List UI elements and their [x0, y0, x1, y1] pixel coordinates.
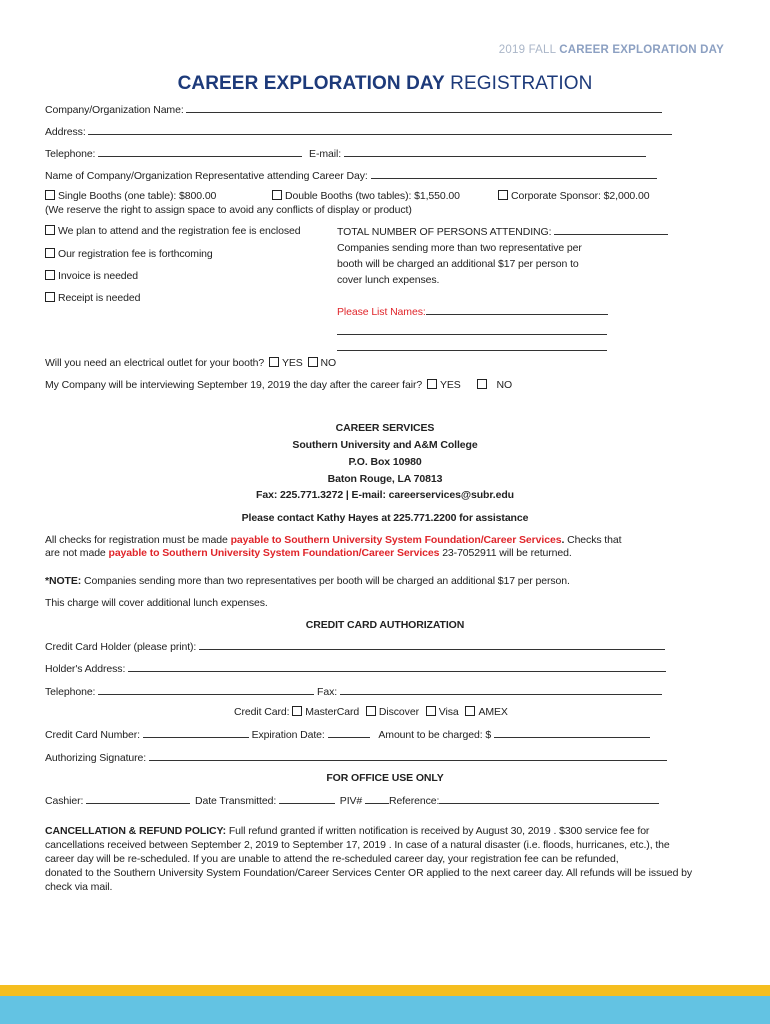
date-transmitted-label: Date Transmitted: — [194, 795, 277, 807]
card-number-label: Credit Card Number: — [45, 729, 140, 741]
total-persons-row — [337, 225, 668, 238]
representative-row — [45, 169, 657, 182]
fee-forthcoming-checkbox[interactable] — [45, 248, 55, 258]
cc-telephone-label: Telephone: — [45, 686, 96, 698]
card-holder-label: Credit Card Holder (please print): — [45, 641, 197, 653]
credit-card-heading: CREDIT CARD AUTHORIZATION — [305, 619, 465, 631]
piv-field[interactable] — [365, 794, 389, 804]
city-state: Baton Rouge, LA 70813 — [327, 473, 443, 485]
electrical-question-row — [45, 357, 336, 369]
total-persons-label: TOTAL NUMBER OF PERSONS ATTENDING: — [337, 226, 552, 238]
card-holder-row — [45, 640, 665, 653]
cashier-field[interactable] — [86, 794, 190, 804]
mastercard-label: MasterCard — [305, 706, 360, 718]
checks-line-2 — [45, 547, 572, 559]
signature-row — [45, 751, 667, 764]
cancellation-line-5: check via mail. — [45, 881, 113, 893]
email-field[interactable] — [344, 147, 646, 157]
card-number-row — [45, 728, 650, 741]
payable-to-1: payable to Southern University System Foundation/Career Services — [230, 534, 562, 546]
amount-field[interactable] — [494, 728, 650, 738]
university-name: Southern University and A&M College — [292, 439, 478, 451]
cancellation-line-2: cancellations received between September 2, 2019 to September 17, 2019 . In case of a natural disaster (i.e. floods, hurricanes, etc.), the — [45, 839, 670, 851]
double-booth-checkbox[interactable] — [272, 190, 282, 200]
page-title — [0, 73, 770, 95]
list-names-line-3 — [337, 338, 607, 356]
visa-label: Visa — [438, 706, 459, 718]
career-services-heading: CAREER SERVICES — [335, 422, 435, 434]
amex-label: AMEX — [478, 706, 508, 718]
corporate-sponsor-checkbox[interactable] — [498, 190, 508, 200]
representative-field[interactable] — [371, 169, 657, 179]
receipt-checkbox[interactable] — [45, 292, 55, 302]
page-header — [0, 44, 724, 56]
bottom-stripe-blue — [0, 996, 770, 1024]
holder-address-field[interactable] — [128, 662, 666, 672]
signature-field[interactable] — [149, 751, 667, 761]
list-names-label: Please List Names: — [337, 306, 426, 318]
card-type-row — [234, 706, 508, 718]
cc-telephone-row — [45, 685, 662, 698]
note-label: *NOTE: — [45, 575, 82, 587]
expiration-label: Expiration Date: — [251, 729, 325, 741]
cancellation-line-1 — [45, 825, 649, 837]
invoice-option[interactable] — [45, 270, 138, 282]
telephone-field[interactable] — [98, 147, 302, 157]
card-type-label: Credit Card: — [234, 706, 290, 718]
cancellation-label: CANCELLATION & REFUND POLICY: — [45, 825, 227, 837]
amex-checkbox[interactable] — [465, 706, 475, 716]
company-name-field[interactable] — [186, 103, 662, 113]
title-light: REGISTRATION — [444, 73, 593, 94]
persons-note-3: cover lunch expenses. — [337, 274, 440, 286]
cancellation-line-4: donated to the Southern University System Foundation/Career Services Center OR applied to the next career day. All refunds will be issued by — [45, 867, 693, 879]
signature-label: Authorizing Signature: — [45, 752, 147, 764]
electrical-no-label: NO — [320, 357, 337, 369]
checks-text-2a: are not made — [45, 547, 109, 559]
checks-text-1a: All checks for registration must be made — [45, 534, 231, 546]
electrical-yes-label: YES — [281, 357, 303, 369]
email-label: E-mail: — [309, 148, 342, 160]
single-booth-option[interactable] — [45, 190, 216, 202]
plan-attend-checkbox[interactable] — [45, 225, 55, 235]
invoice-label: Invoice is needed — [58, 270, 139, 282]
receipt-option[interactable] — [45, 292, 140, 304]
persons-note-1: Companies sending more than two representative per — [337, 242, 582, 254]
assistance-contact: Please contact Kathy Hayes at 225.771.2200 for assistance — [241, 512, 529, 524]
representative-label: Name of Company/Organization Representative attending Career Day: — [45, 170, 368, 182]
cc-fax-field[interactable] — [340, 685, 662, 695]
header-year: 2019 FALL — [498, 44, 560, 56]
address-label: Address: — [45, 126, 86, 138]
electrical-no-checkbox[interactable] — [308, 357, 318, 367]
corporate-sponsor-label: Corporate Sponsor: $2,000.00 — [511, 190, 650, 202]
single-booth-checkbox[interactable] — [45, 190, 55, 200]
office-use-heading: FOR OFFICE USE ONLY — [326, 772, 444, 784]
receipt-label: Receipt is needed — [58, 292, 141, 304]
holder-address-label: Holder's Address: — [45, 663, 126, 675]
checks-text-2b: 23-7052911 will be returned. — [439, 547, 572, 559]
electrical-yes-checkbox[interactable] — [269, 357, 279, 367]
list-names-field-3[interactable] — [337, 341, 607, 351]
reference-field[interactable] — [439, 794, 659, 804]
corporate-sponsor-option[interactable] — [498, 190, 649, 202]
interview-no-checkbox[interactable] — [477, 379, 487, 389]
note-line-2: This charge will cover additional lunch expenses. — [45, 597, 268, 609]
header-event: CAREER EXPLORATION DAY — [559, 44, 724, 56]
space-note: (We reserve the right to assign space to avoid any conflicts of display or product) — [45, 204, 412, 216]
fee-forthcoming-label: Our registration fee is forthcoming — [58, 248, 213, 260]
plan-attend-option[interactable] — [45, 225, 300, 237]
card-number-field[interactable] — [143, 728, 249, 738]
checks-dot: . — [561, 534, 565, 546]
cancellation-text-1: Full refund granted if written notification is received by August 30, 2019 . $300 service fee for — [226, 825, 650, 837]
interview-question: My Company will be interviewing September 19, 2019 the day after the career fair? — [45, 379, 423, 391]
single-booth-label: Single Booths (one table): $800.00 — [58, 190, 217, 202]
piv-label: PIV# — [339, 795, 363, 807]
holder-address-row — [45, 662, 666, 675]
checks-line-1 — [45, 534, 621, 546]
reference-label: Reference: — [389, 795, 440, 807]
interview-no-label: NO — [496, 379, 513, 391]
interview-yes-label: YES — [439, 379, 461, 391]
persons-note-2: booth will be charged an additional $17 per person to — [337, 258, 579, 270]
telephone-row — [45, 147, 646, 160]
mastercard-checkbox[interactable] — [292, 706, 302, 716]
expiration-field[interactable] — [328, 728, 370, 738]
date-transmitted-field[interactable] — [279, 794, 335, 804]
note-text: Companies sending more than two representatives per booth will be charged an additional $17 per person. — [81, 575, 570, 587]
electrical-question: Will you need an electrical outlet for your booth? — [45, 357, 265, 369]
discover-label: Discover — [378, 706, 419, 718]
checks-text-1b: Checks that — [564, 534, 622, 546]
company-name-row — [45, 103, 662, 116]
note-line-1 — [45, 575, 570, 587]
cc-telephone-field[interactable] — [98, 685, 314, 695]
plan-attend-label: We plan to attend and the registration fee is enclosed — [58, 225, 301, 237]
double-booth-label: Double Booths (two tables): $1,550.00 — [285, 190, 460, 202]
card-holder-field[interactable] — [199, 640, 665, 650]
office-use-row — [45, 794, 659, 807]
cc-fax-label: Fax: — [317, 686, 338, 698]
list-names-field-2[interactable] — [337, 325, 607, 335]
visa-checkbox[interactable] — [426, 706, 436, 716]
title-bold: CAREER EXPLORATION DAY — [177, 73, 445, 94]
cashier-label: Cashier: — [45, 795, 84, 807]
company-name-label: Company/Organization Name: — [45, 104, 184, 116]
fee-forthcoming-option[interactable] — [45, 248, 213, 260]
po-box: P.O. Box 10980 — [348, 456, 422, 468]
discover-checkbox[interactable] — [366, 706, 376, 716]
list-names-field-1[interactable] — [426, 305, 608, 315]
fax-email: Fax: 225.771.3272 | E-mail: careerservices@subr.edu — [256, 489, 514, 501]
cancellation-line-3: career day will be re-scheduled. If you are unable to attend the re-scheduled career day, your registration fee can be refunded, — [45, 853, 619, 865]
total-persons-field[interactable] — [554, 225, 668, 235]
telephone-label: Telephone: — [45, 148, 96, 160]
interview-yes-checkbox[interactable] — [427, 379, 437, 389]
address-row — [45, 125, 672, 138]
interview-question-row — [45, 379, 512, 391]
double-booth-option[interactable] — [272, 190, 460, 202]
invoice-checkbox[interactable] — [45, 270, 55, 280]
address-field[interactable] — [88, 125, 672, 135]
amount-label: Amount to be charged: $ — [378, 729, 492, 741]
list-names-row — [337, 305, 608, 318]
bottom-stripe-yellow — [0, 985, 770, 996]
payable-to-2: payable to Southern University System Foundation/Career Services — [108, 547, 440, 559]
